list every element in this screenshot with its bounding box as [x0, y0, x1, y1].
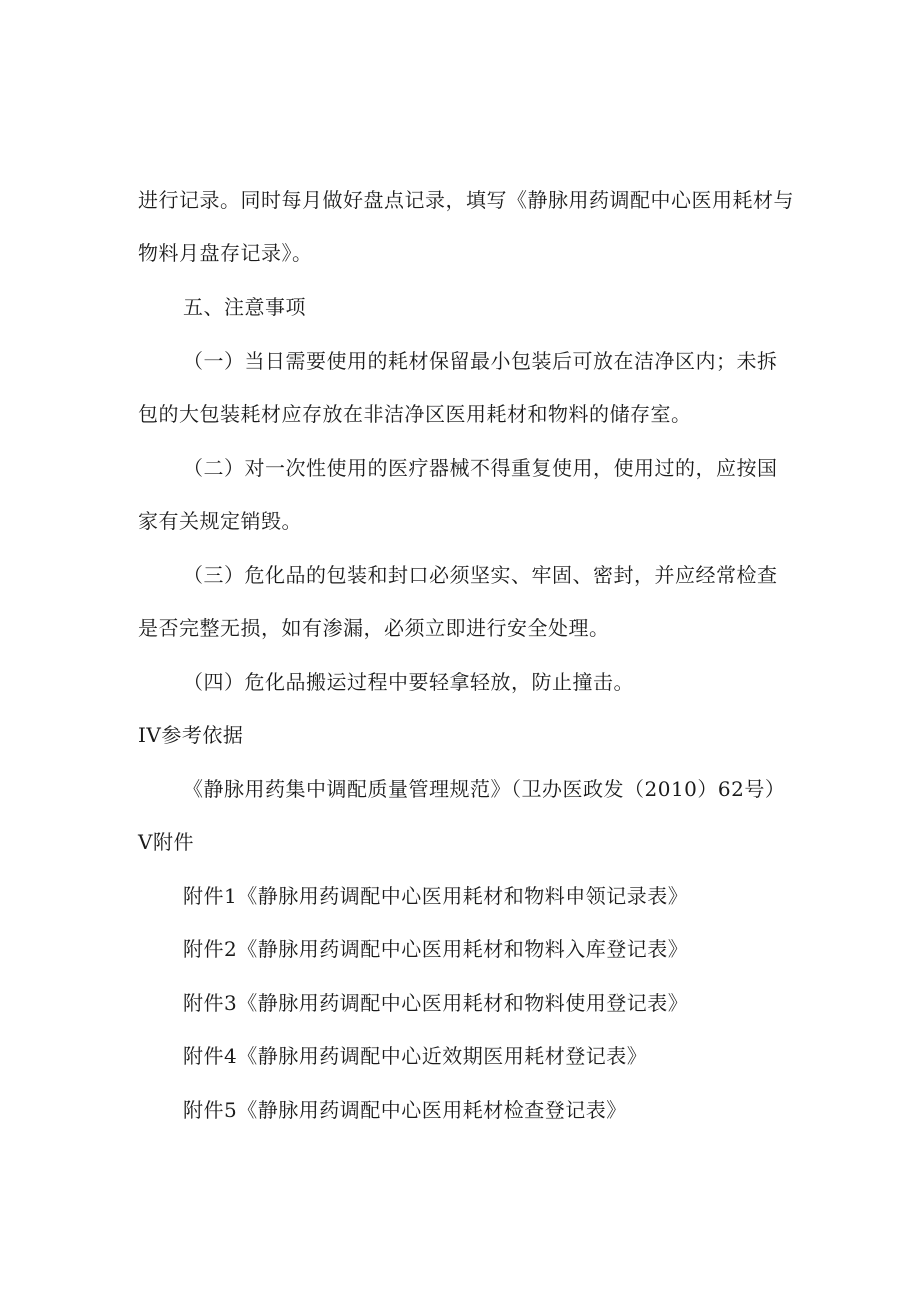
appendix-item: 附件2《静脉用药调配中心医用耗材和物料入库登记表》: [183, 937, 689, 961]
section-heading: 五、注意事项: [183, 295, 306, 319]
paragraph-line: （三）危化品的包装和封口必须坚实、牢固、密封，并应经常检查: [183, 563, 778, 587]
paragraph-line: 物料月盘存记录》。: [138, 241, 313, 265]
appendix-heading: V附件: [138, 830, 194, 854]
paragraph-line: （四）危化品搬运过程中要轻拿轻放，防止撞击。: [183, 670, 634, 694]
reference-heading: IV参考依据: [138, 723, 244, 747]
reference-text: 《静脉用药集中调配质量管理规范》（卫办医政发（2010）62号）: [183, 777, 786, 801]
paragraph-line: 进行记录。同时每月做好盘点记录，填写《静脉用药调配中心医用耗材与: [138, 188, 794, 212]
paragraph-line: 包的大包装耗材应存放在非洁净区医用耗材和物料的储存室。: [138, 402, 692, 426]
paragraph-line: 家有关规定销毁。: [138, 509, 302, 533]
paragraph-line: 是否完整无损，如有渗漏，必须立即进行安全处理。: [138, 616, 610, 640]
appendix-item: 附件1《静脉用药调配中心医用耗材和物料申领记录表》: [183, 884, 689, 908]
paragraph-line: （二）对一次性使用的医疗器械不得重复使用，使用过的，应按国: [183, 456, 778, 480]
appendix-item: 附件5《静脉用药调配中心医用耗材检查登记表》: [183, 1098, 627, 1122]
paragraph-line: （一）当日需要使用的耗材保留最小包装后可放在洁净区内；未拆: [183, 349, 778, 373]
appendix-item: 附件4《静脉用药调配中心近效期医用耗材登记表》: [183, 1044, 648, 1068]
appendix-item: 附件3《静脉用药调配中心医用耗材和物料使用登记表》: [183, 991, 689, 1015]
